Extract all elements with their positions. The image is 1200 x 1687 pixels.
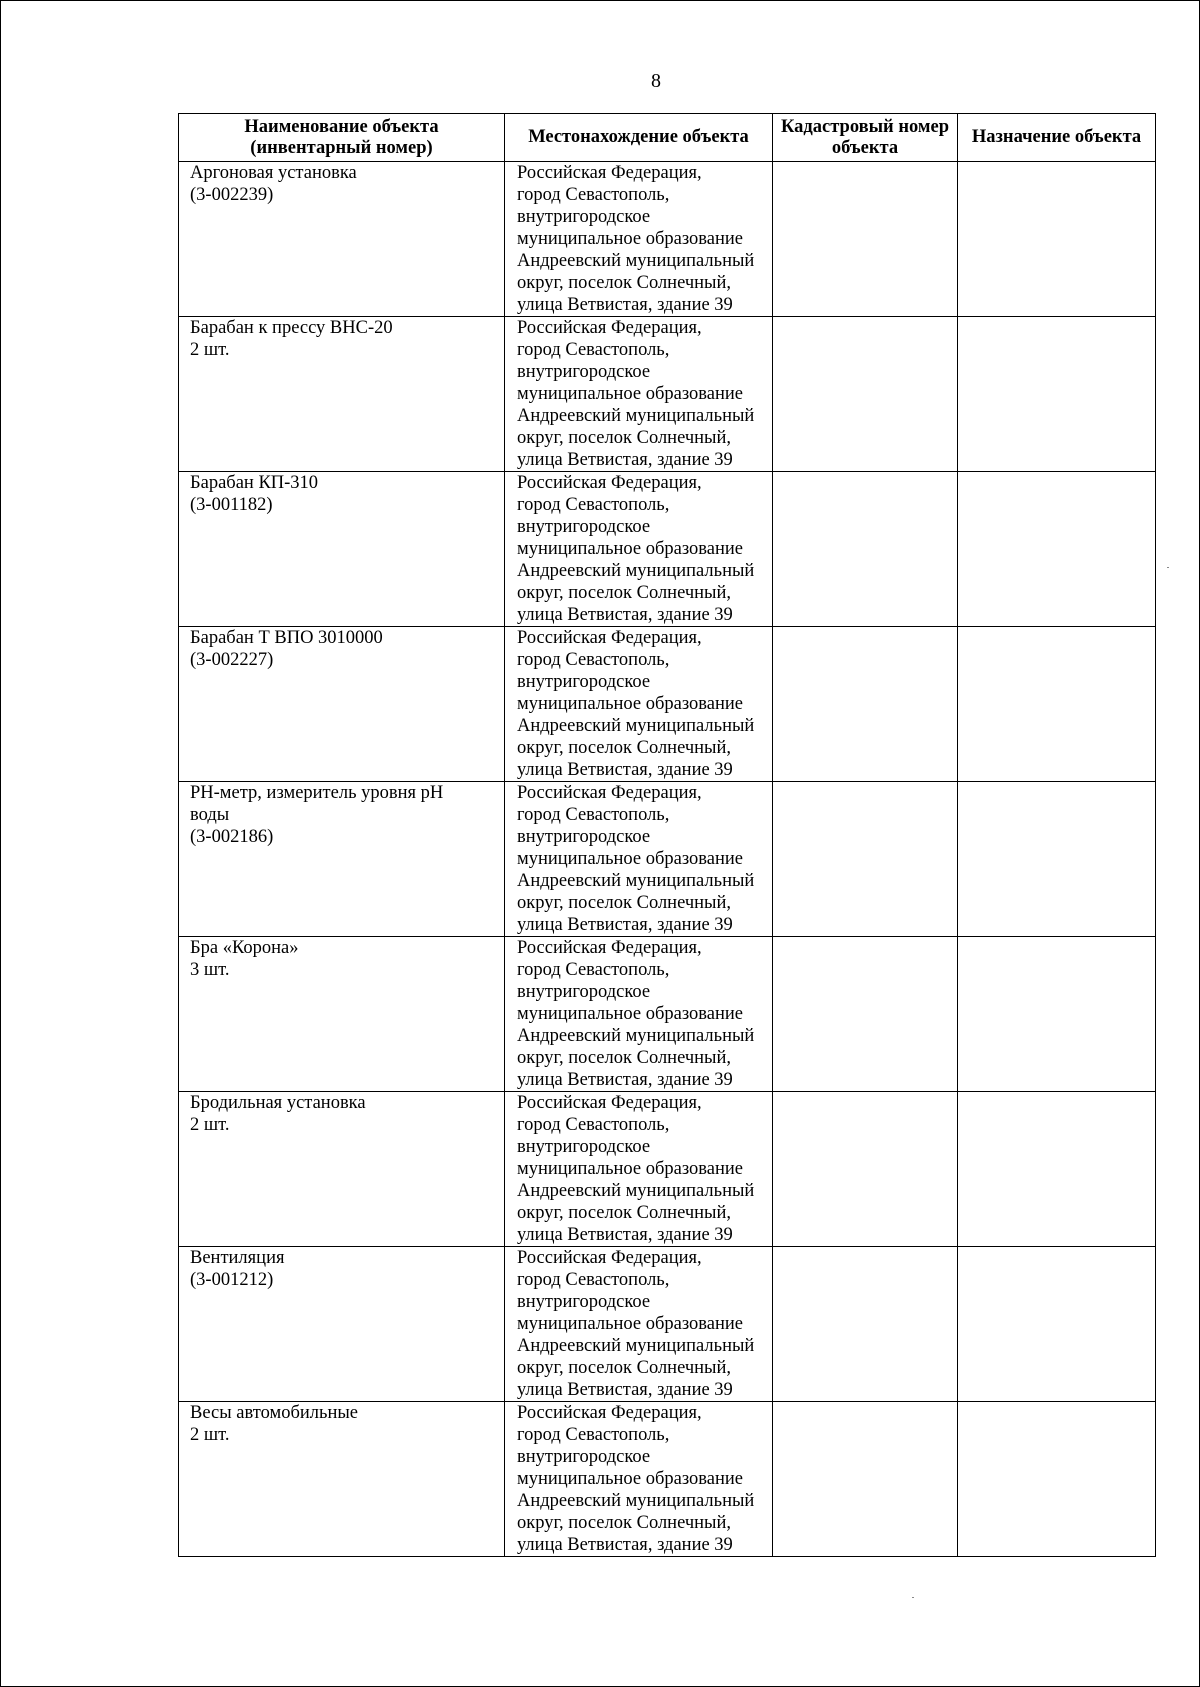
object-name-cell: Барабан к прессу ВНС-20 2 шт. xyxy=(179,317,505,472)
object-name-cell: Весы автомобильные 2 шт. xyxy=(179,1402,505,1557)
header-location: Местонахождение объекта xyxy=(505,114,773,162)
scan-speck xyxy=(1167,567,1169,568)
object-name-cell: РН-метр, измеритель уровня рН воды (3-002186) xyxy=(179,782,505,937)
cadastral-cell xyxy=(773,1247,958,1402)
location-cell: Российская Федерация, город Севастополь, внутригородское муниципальное образование Андреевский муниципальный округ, поселок Солнечный, улица Ветвистая, здание 39 xyxy=(505,1402,773,1557)
table-header-row xyxy=(179,114,1156,162)
object-name-cell: Барабан Т ВПО 3010000 (3-002227) xyxy=(179,627,505,782)
purpose-cell xyxy=(958,1247,1156,1402)
purpose-cell xyxy=(958,162,1156,317)
location-cell: Российская Федерация, город Севастополь, внутригородское муниципальное образование Андреевский муниципальный округ, поселок Солнечный, улица Ветвистая, здание 39 xyxy=(505,937,773,1092)
purpose-cell xyxy=(958,937,1156,1092)
property-table xyxy=(178,113,1156,1557)
table-row xyxy=(179,472,1156,627)
location-cell: Российская Федерация, город Севастополь, внутригородское муниципальное образование Андреевский муниципальный округ, поселок Солнечный, улица Ветвистая, здание 39 xyxy=(505,1092,773,1247)
scan-speck xyxy=(912,1597,914,1598)
cadastral-cell xyxy=(773,937,958,1092)
table-row xyxy=(179,1247,1156,1402)
header-purpose: Назначение объекта xyxy=(958,114,1156,162)
cadastral-cell xyxy=(773,1092,958,1247)
header-object-name: Наименование объекта (инвентарный номер) xyxy=(179,114,505,162)
location-cell: Российская Федерация, город Севастополь, внутригородское муниципальное образование Андреевский муниципальный округ, поселок Солнечный, улица Ветвистая, здание 39 xyxy=(505,627,773,782)
cadastral-cell xyxy=(773,472,958,627)
table-row xyxy=(179,1092,1156,1247)
purpose-cell xyxy=(958,627,1156,782)
object-name-cell: Барабан КП-310 (3-001182) xyxy=(179,472,505,627)
purpose-cell xyxy=(958,1092,1156,1247)
table-row xyxy=(179,937,1156,1092)
cadastral-cell xyxy=(773,317,958,472)
table-row xyxy=(179,162,1156,317)
object-name-cell: Бродильная установка 2 шт. xyxy=(179,1092,505,1247)
header-cadastral-number: Кадастровый номер объекта xyxy=(773,114,958,162)
purpose-cell xyxy=(958,472,1156,627)
location-cell: Российская Федерация, город Севастополь, внутригородское муниципальное образование Андреевский муниципальный округ, поселок Солнечный, улица Ветвистая, здание 39 xyxy=(505,162,773,317)
purpose-cell xyxy=(958,782,1156,937)
page-number: 8 xyxy=(651,70,661,92)
table-row xyxy=(179,627,1156,782)
cadastral-cell xyxy=(773,627,958,782)
purpose-cell xyxy=(958,317,1156,472)
purpose-cell xyxy=(958,1402,1156,1557)
table-row xyxy=(179,1402,1156,1557)
cadastral-cell xyxy=(773,162,958,317)
cadastral-cell xyxy=(773,1402,958,1557)
location-cell: Российская Федерация, город Севастополь, внутригородское муниципальное образование Андреевский муниципальный округ, поселок Солнечный, улица Ветвистая, здание 39 xyxy=(505,782,773,937)
object-name-cell: Бра «Корона» 3 шт. xyxy=(179,937,505,1092)
object-name-cell: Вентиляция (3-001212) xyxy=(179,1247,505,1402)
cadastral-cell xyxy=(773,782,958,937)
object-name-cell: Аргоновая установка (3-002239) xyxy=(179,162,505,317)
location-cell: Российская Федерация, город Севастополь, внутригородское муниципальное образование Андреевский муниципальный округ, поселок Солнечный, улица Ветвистая, здание 39 xyxy=(505,317,773,472)
location-cell: Российская Федерация, город Севастополь, внутригородское муниципальное образование Андреевский муниципальный округ, поселок Солнечный, улица Ветвистая, здание 39 xyxy=(505,472,773,627)
table-row xyxy=(179,782,1156,937)
location-cell: Российская Федерация, город Севастополь, внутригородское муниципальное образование Андреевский муниципальный округ, поселок Солнечный, улица Ветвистая, здание 39 xyxy=(505,1247,773,1402)
table-row xyxy=(179,317,1156,472)
